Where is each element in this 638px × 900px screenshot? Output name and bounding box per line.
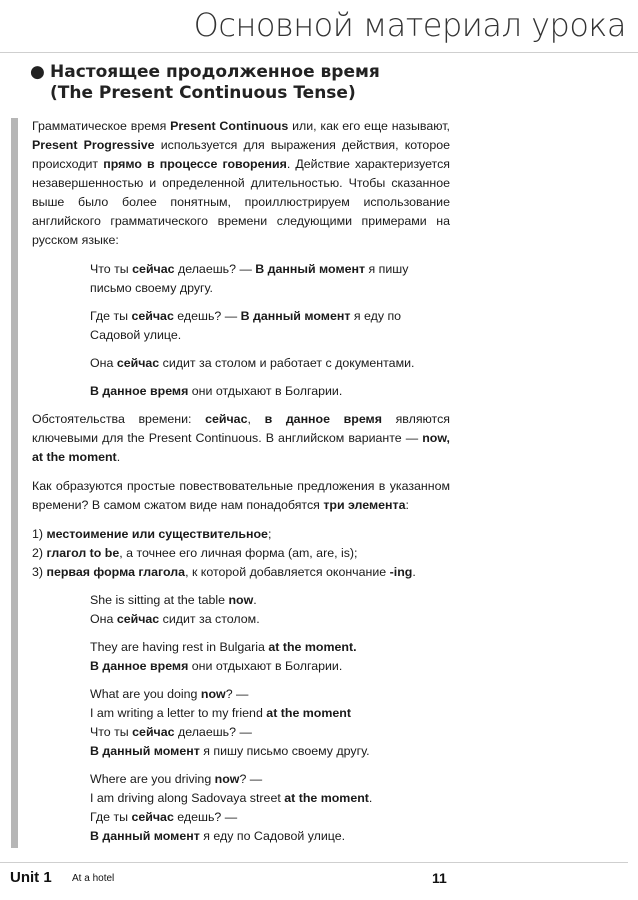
intro-paragraph: Грамматическое время Present Continuous или, как его еще называют, Present Progressive используется для выражения действия, которое происходит прямо в процессе говорения. Действие характеризуется незавершенностью и определенной длительностью. Чтобы сказанное выше было более понятным, проиллюстрируем использование английского грамматического времени следующими примерами на русском языке: — [32, 119, 450, 247]
list-item: 1) местоимение или существительное; — [32, 527, 272, 541]
list-item: 2) глагол to be, а точнее его личная форма (am, are, is); — [32, 546, 358, 560]
elements-list — [32, 525, 450, 582]
formation-paragraph: Как образуются простые повествовательные предложения в указанном времени? В самом сжатом виде нам понадобятся три элемента: — [32, 479, 450, 512]
footer-divider — [0, 862, 628, 863]
en-example-1: She is sitting at the table now. Она сейчас сидит за столом. — [90, 593, 260, 626]
page-number: 11 — [432, 870, 447, 886]
list-item: 3) первая форма глагола, к которой добавляется окончание -ing. — [32, 565, 416, 579]
heading-line-2: (The Present Continuous Tense) — [50, 83, 356, 103]
ru-example-1: Что ты сейчас делаешь? — В данный момент я пишу письмо своему другу. — [90, 262, 409, 295]
section-heading — [30, 62, 380, 104]
en-example-4: Where are you driving now? — I am driving along Sadovaya street at the moment. Где ты сейчас едешь? — В данный момент я еду по Садовой улице. — [90, 772, 373, 843]
en-example-3: What are you doing now? — I am writing a letter to my friend at the moment Что ты сейчас делаешь? — В данный момент я пишу письмо своему другу. — [90, 687, 370, 758]
lesson-content — [32, 117, 450, 855]
footer-unit-label: Unit 1 — [10, 869, 52, 886]
en-example-2: They are having rest in Bulgaria at the moment. В данное время они отдыхают в Болгарии. — [90, 640, 357, 673]
ru-example-4: В данное время они отдыхают в Болгарии. — [90, 384, 343, 398]
ru-example-2: Где ты сейчас едешь? — В данный момент я еду по Садовой улице. — [90, 309, 402, 342]
bullet-icon: ● — [30, 62, 45, 82]
ru-example-3: Она сейчас сидит за столом и работает с документами. — [90, 356, 415, 370]
heading-line-1: Настоящее продолженное время — [50, 62, 380, 82]
page-header-title: Основной материал урока — [193, 6, 626, 44]
footer-topic-label: At a hotel — [72, 873, 115, 884]
header-divider — [0, 52, 638, 53]
circumstances-paragraph: Обстоятельства времени: сейчас, в данное время являются ключевыми для the Present Continuous. В английском варианте — now, at the moment. — [32, 412, 450, 464]
left-accent-bar — [11, 118, 18, 848]
